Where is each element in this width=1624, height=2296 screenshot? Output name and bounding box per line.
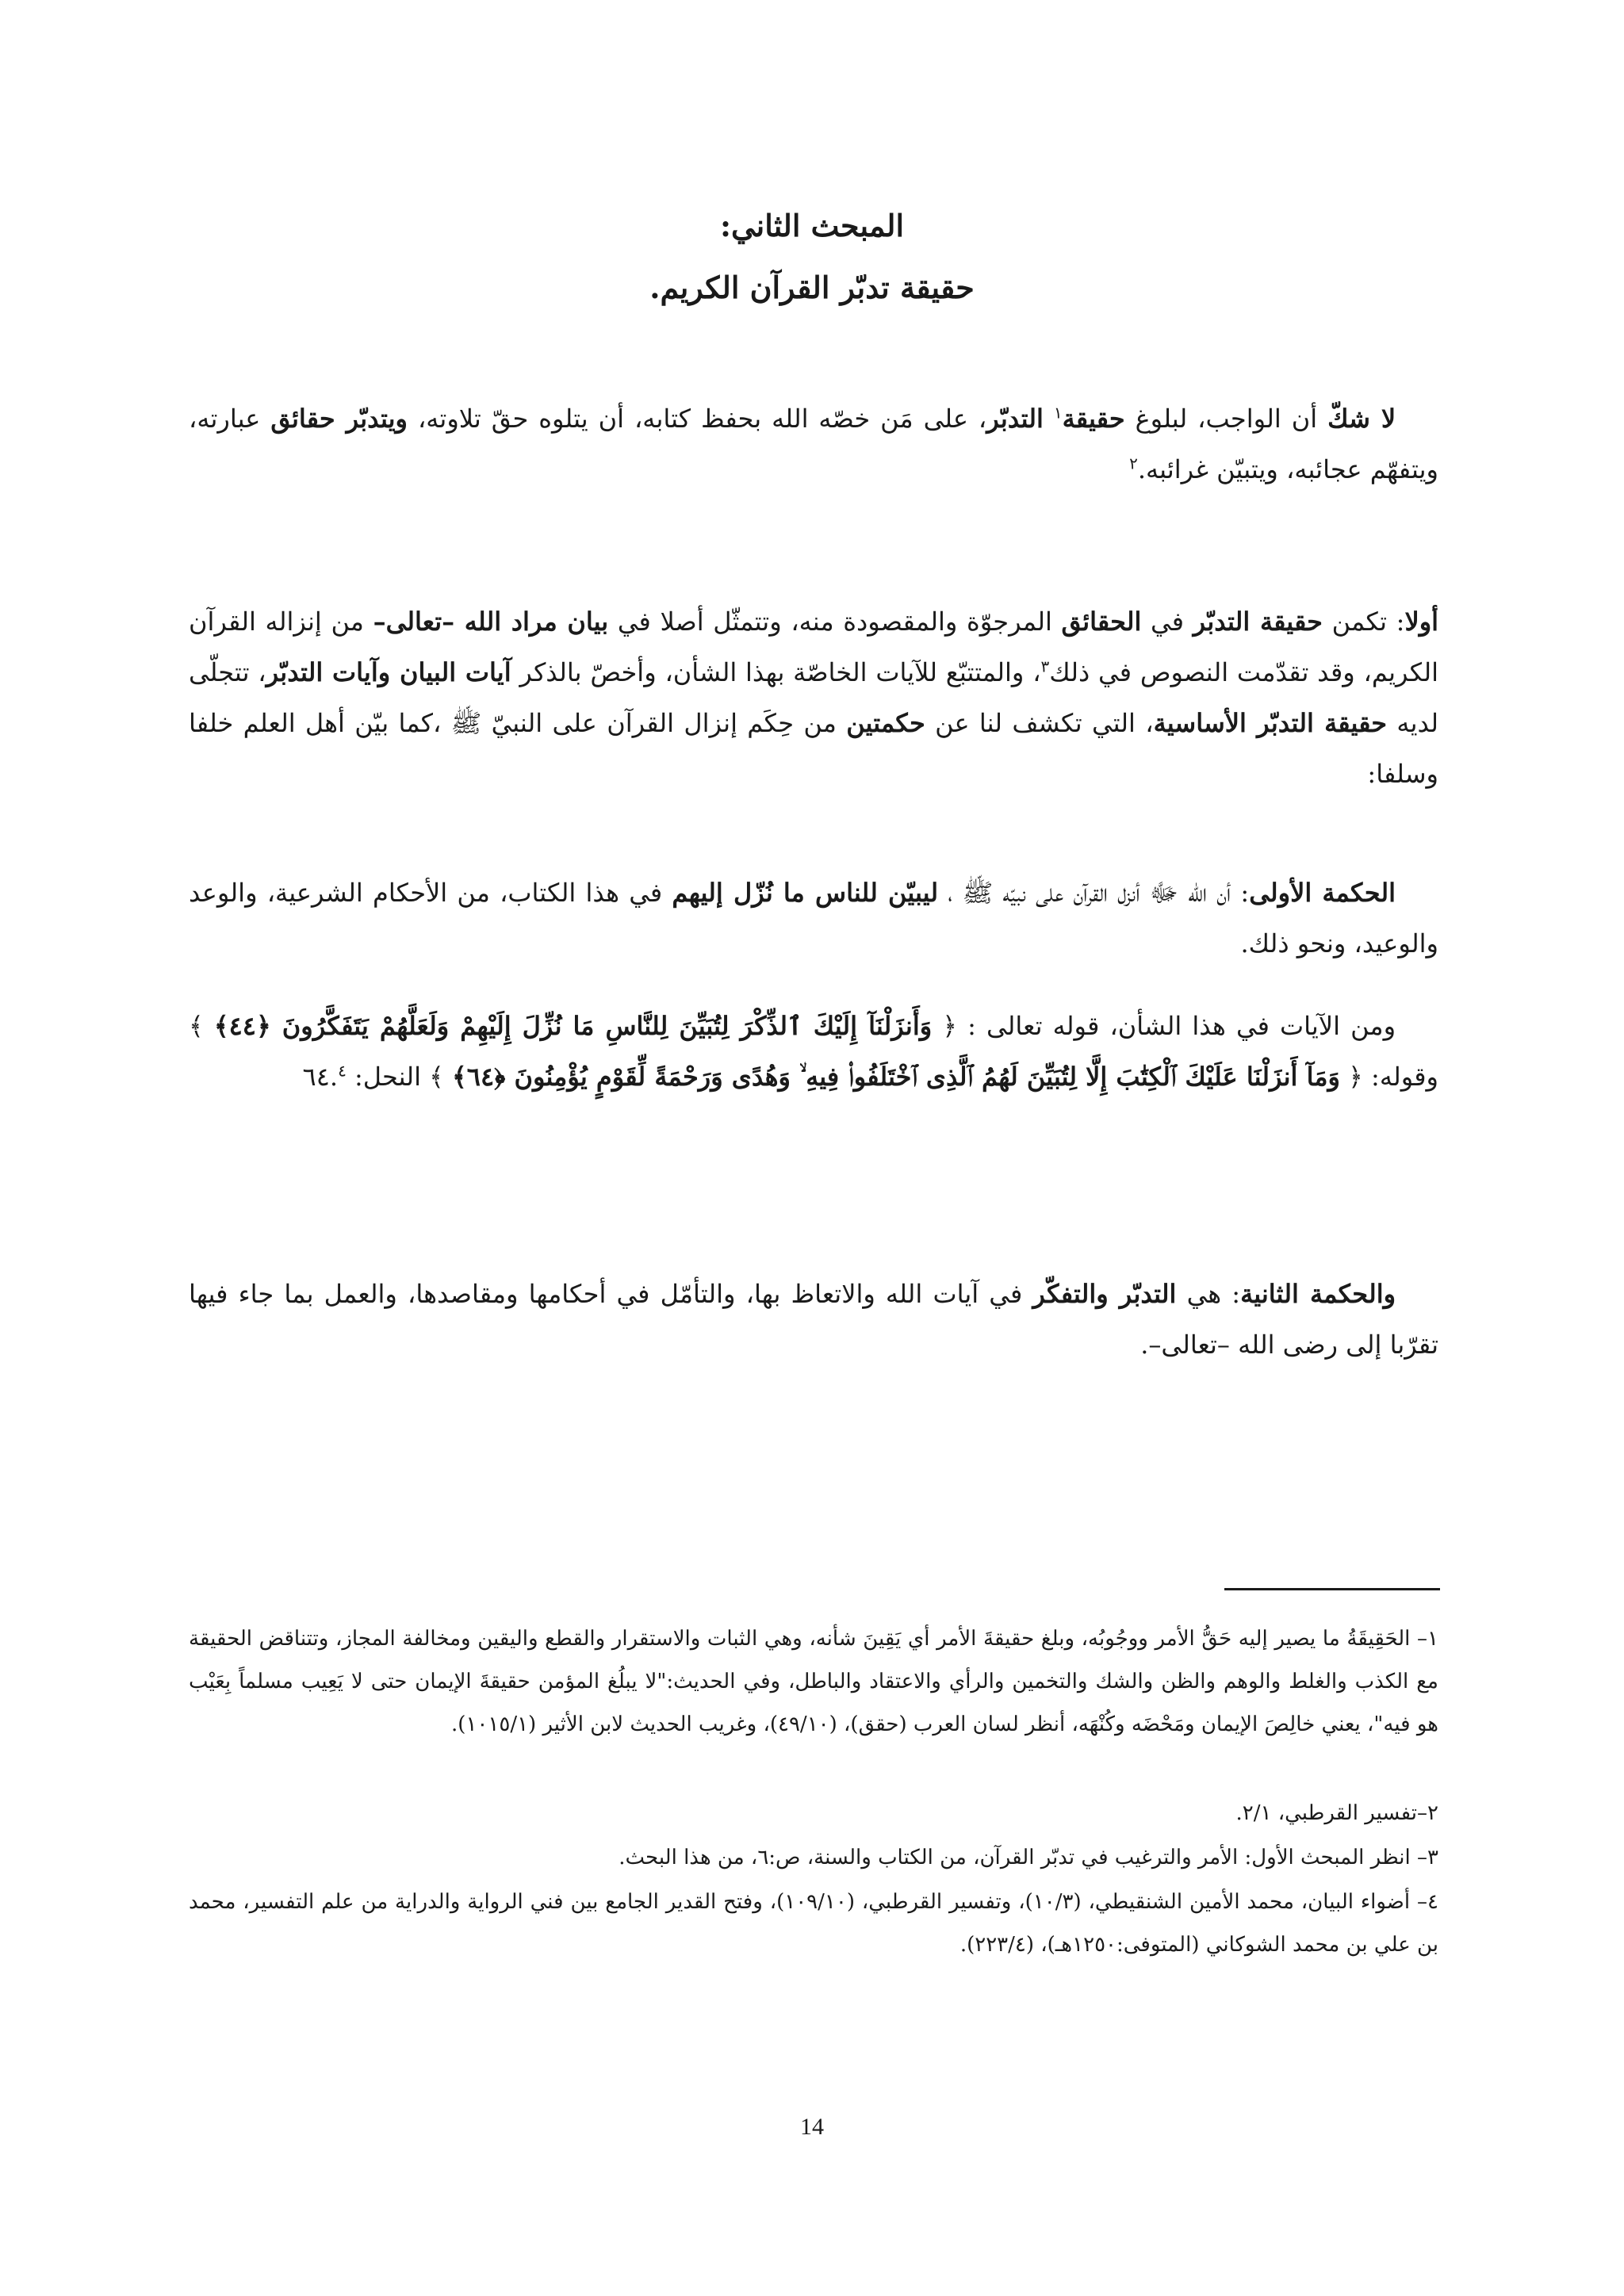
text: : هي	[1176, 1279, 1241, 1309]
emphasis: الحقائق	[1061, 607, 1142, 637]
emphasis: الحكمة الأولى	[1249, 878, 1396, 908]
text: ﴾ النحل: ٦٤.	[302, 1062, 453, 1092]
text	[1044, 404, 1054, 434]
text: من إنزاله القرآن الكريم، وقد تقدّمت النصوص في ذلك	[189, 607, 1439, 687]
emphasis: لا شكّ	[1327, 404, 1396, 434]
text: المرجوّة والمقصودة منه، وتتمثّل أصلا في	[608, 607, 1062, 637]
emphasis: أولا	[1404, 607, 1439, 637]
text: في آيات الله والاتعاظ بها، والتأمّل في أحكامها ومقاصدها، والعمل بما جاء فيها تقرّبا إلى رضى الله –تعالى–.	[189, 1279, 1438, 1360]
emphasis: ليبيّن للناس ما نُزّل إليهم	[672, 878, 939, 908]
wisdom-one-paragraph	[189, 867, 1438, 969]
footnote: ٤– أضواء البيان، محمد الأمين الشنقيطي، (١٠/٣)، وتفسير القرطبي، (١٠٩/١٠)، وفتح القدير الجامع بين فني الرواية والدراية من علم التفسير، محمد بن علي بن محمد الشوكاني (المتوفى:١٢٥٠هـ)، (٢٢٣/٤).	[189, 1890, 1438, 1957]
footnote-separator	[1224, 1588, 1440, 1590]
page-number: 14	[800, 2114, 824, 2140]
footnote: ١– الحَقِيقَةُ ما يصير إليه حَقُّ الأمر ووجُوبُه، وبلغ حقيقةَ الأمر أي يَقِينَ شأنه، وهي الثبات والاستقرار والقطع واليقين ومخالفة المجاز، وتتناقض الحقيقة مع الكذب والغلط والوهم والظن والشك والتخمين والرأي والاعتقاد والباطل، وفي الحديث:"لا يبلُغ المؤمن حقيقةَ الإيمان حتى لا يَعِيب مسلماً بِعَيْب هو فيه"، يعني خالِصَ الإيمان ومَحْضَه وكُنْهَه، أنظر لسان العرب (حقق)، (٤٩/١٠)، وغريب الحديث لابن الأثير (١٠١٥/١).	[189, 1627, 1438, 1736]
footnote-ref[interactable]: ٢	[1129, 453, 1138, 473]
quran-verse: وَمَآ أَنزَلْنَا عَلَيْكَ ٱلْكِتَٰبَ إِلَّا لِتُبَيِّنَ لَهُمُ ٱلَّذِى ٱخْتَلَفُوا۟ فِيهِ ۙ وَهُدًى وَرَحْمَةً لِّقَوْمٍ يُؤْمِنُونَ ﴿٦٤﴾	[452, 1062, 1340, 1092]
first-paragraph	[189, 596, 1438, 799]
text: أن الواجب، لبلوغ	[1124, 404, 1328, 434]
text: في	[1141, 607, 1193, 637]
footnote: ٣– انظر المبحث الأول: الأمر والترغيب في تدبّر القرآن، من الكتاب والسنة، ص:٦، من هذا البحث.	[619, 1846, 1438, 1869]
verses-paragraph	[189, 1001, 1438, 1102]
section-title: حقيقة تدبّر القرآن الكريم.	[649, 270, 975, 305]
footnote-ref[interactable]: ٤	[338, 1061, 347, 1081]
text: ، على مَن خصّه الله بحفظ كتابه، أن يتلوه حقّ تلاوته،	[407, 404, 987, 434]
text: ﴾ وقوله: ﴿	[189, 1011, 1438, 1092]
section-heading: المبحث الثاني:	[719, 208, 905, 243]
emphasis: بيان مراد الله –تعالى–	[373, 607, 609, 637]
emphasis: حقيقة التدبّر	[1193, 607, 1323, 637]
emphasis: آيات البيان وآيات التدبّر	[266, 657, 511, 687]
text: ، التي تكشف لنا عن	[925, 708, 1154, 738]
intro-paragraph	[189, 393, 1438, 495]
footnote: ٢–تفسير القرطبي، ٢/١.	[1235, 1801, 1438, 1825]
emphasis: حكمتين	[846, 708, 925, 738]
emphasis: حقيقة التدبّر الأساسية	[1153, 708, 1388, 738]
text: : تكمن	[1322, 607, 1405, 637]
wisdom-two-paragraph	[189, 1269, 1438, 1370]
text: : أن الله ﷻ أنزل القرآن على نبيّه ﷺ ،	[938, 878, 1250, 908]
text: ، والمتتبّع للآيات الخاصّة بهذا الشأن، وأخصّ بالذكر	[511, 657, 1041, 687]
text: في هذا الكتاب، من الأحكام الشرعية، والوعد والوعيد، ونحو ذلك.	[189, 878, 1438, 959]
text: من حِكَم إنزال القرآن على النبيّ ﷺ ،كما بيّن أهل العلم خلفا وسلفا:	[189, 708, 1438, 789]
emphasis: حقيقة	[1062, 404, 1125, 434]
text: ومن الآيات في هذا الشأن، قوله تعالى : ﴿	[932, 1011, 1396, 1041]
text: ، تتجلّى لديه	[189, 657, 1439, 738]
quran-verse: وَأَنزَلْنَآ إِلَيْكَ ٱلذِّكْرَ لِتُبَيِّنَ لِلنَّاسِ مَا نُزِّلَ إِلَيْهِمْ وَلَعَلَّهُمْ يَتَفَكَّرُونَ ﴿٤٤﴾	[213, 1011, 933, 1041]
footnote-ref[interactable]: ١	[1053, 403, 1063, 423]
emphasis: التدبّر	[986, 404, 1044, 434]
emphasis: التدبّر والتفكّر	[1032, 1279, 1177, 1309]
emphasis: والحكمة الثانية	[1240, 1279, 1396, 1309]
emphasis: ويتدبّر حقائق	[270, 404, 408, 434]
text: عبارته، ويتفهّم عجائبه، ويتبيّن غرائبه.	[189, 404, 1438, 484]
footnote-ref[interactable]: ٣	[1040, 656, 1050, 676]
